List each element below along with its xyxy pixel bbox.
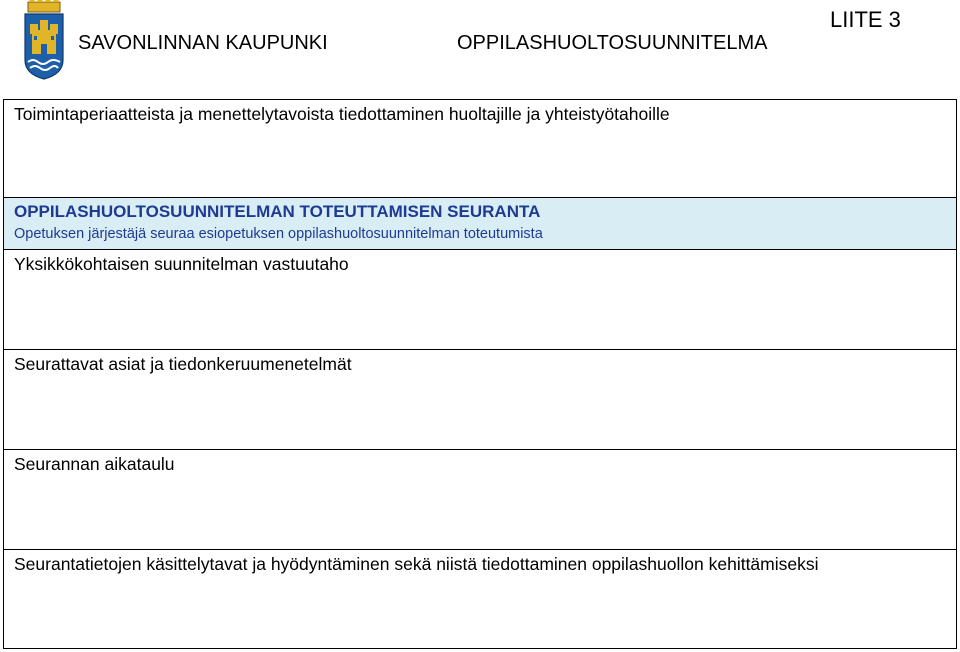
monitoring-section (3, 197, 957, 249)
appendix-label: LIITE 3 (830, 7, 901, 32)
monitored-items-label: Seurattavat asiat ja tiedonkeruumenetelmät (14, 354, 352, 374)
schedule-label: Seurannan aikataulu (14, 454, 175, 474)
plan-title: OPPILASHUOLTOSUUNNITELMA (457, 32, 768, 54)
responsible-label: Yksikkökohtaisen suunnitelman vastuutaho (14, 254, 349, 274)
info-section (3, 99, 957, 197)
monitoring-subheading: Opetuksen järjestäjä seuraa esiopetuksen oppilashuoltosuunnitelman toteutumista (14, 226, 543, 242)
info-label: Toimintaperiaatteista ja menettelytavoista tiedottaminen huoltajille ja yhteistyötahoille (14, 104, 670, 124)
savonlinna-crest-icon (22, 0, 66, 80)
processing-label: Seurantatietojen käsittelytavat ja hyödyntäminen sekä niistä tiedottaminen oppilashuollon kehittämiseksi (14, 554, 819, 574)
monitoring-heading: OPPILASHUOLTOSUUNNITELMAN TOTEUTTAMISEN SEURANTA (14, 202, 541, 221)
monitored-items-section (3, 349, 957, 449)
processing-section (3, 549, 957, 649)
schedule-section (3, 449, 957, 549)
responsible-section (3, 249, 957, 349)
city-name: SAVONLINNAN KAUPUNKI (78, 32, 328, 54)
